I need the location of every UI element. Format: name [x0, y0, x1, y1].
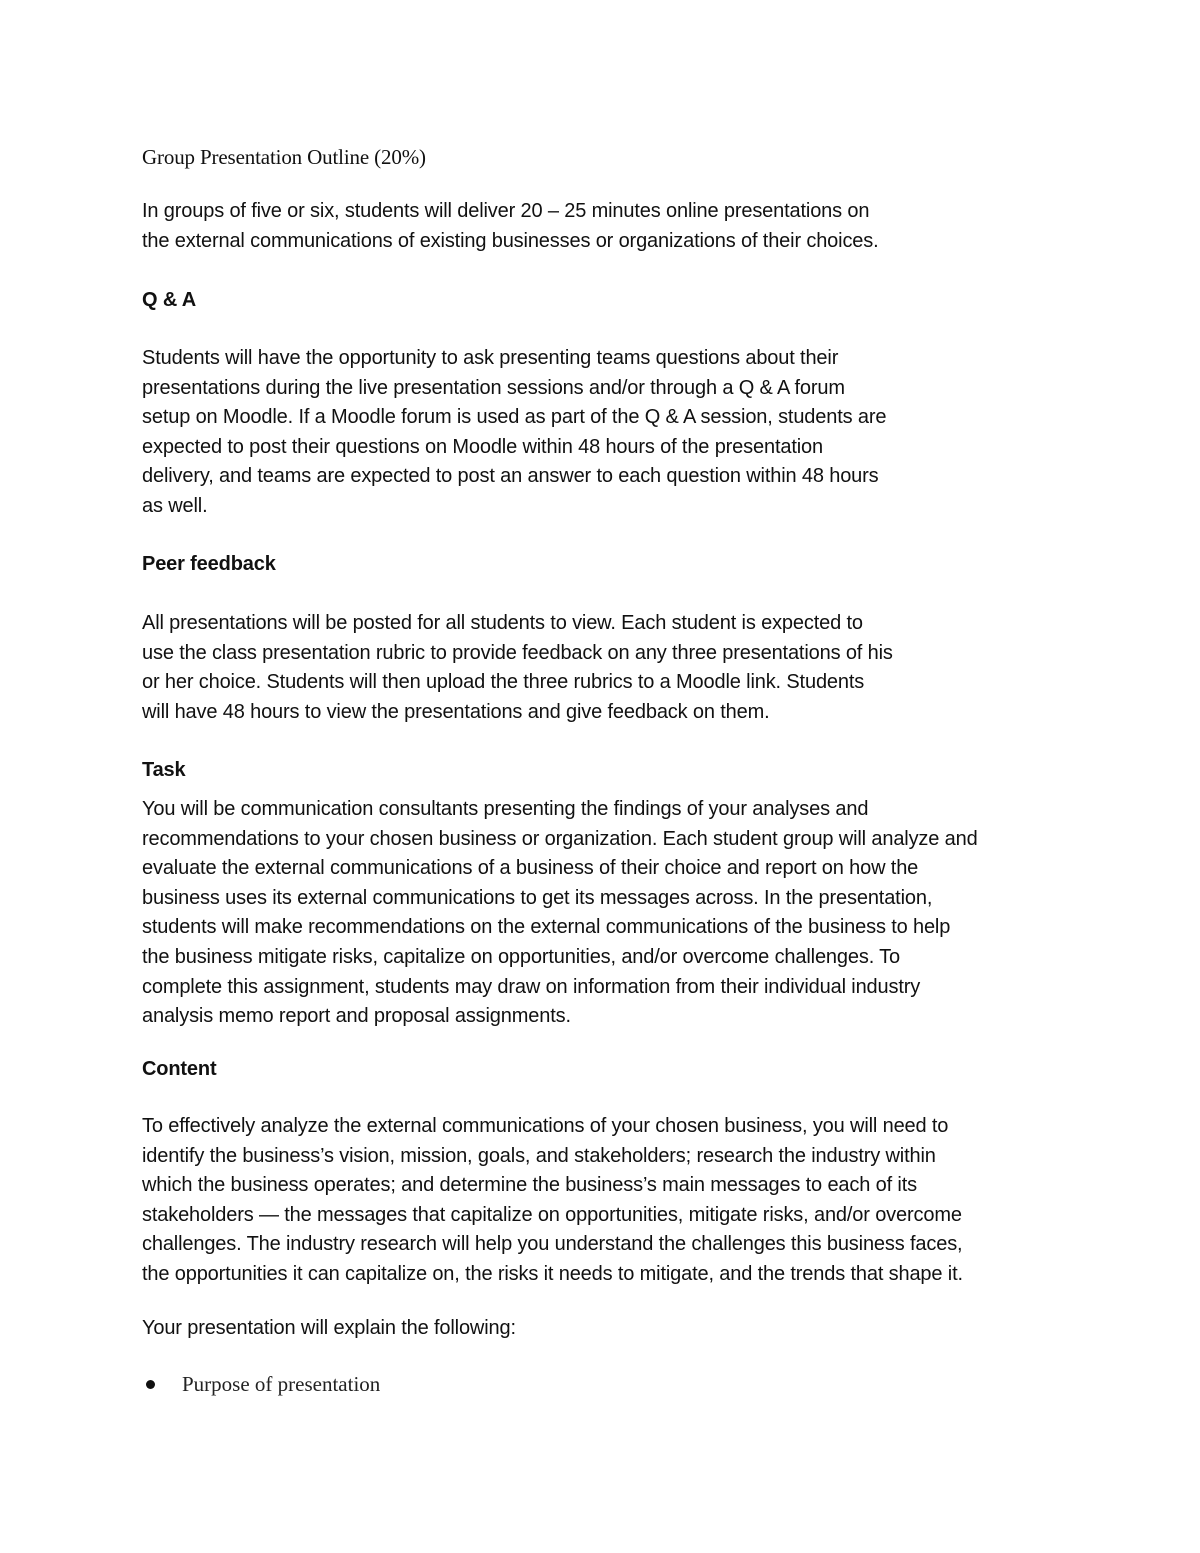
qa-line: presentations during the live presentation sessions and/or through a Q & A forum — [142, 376, 845, 399]
intro-paragraph — [142, 197, 879, 256]
task-line: students will make recommendations on the external communications of the business to help — [142, 916, 951, 939]
content-line: challenges. The industry research will help you understand the challenges this business faces, — [142, 1233, 963, 1256]
task-line: analysis memo report and proposal assignments. — [142, 1005, 571, 1028]
peer-feedback-line: use the class presentation rubric to provide feedback on any three presentations of his — [142, 641, 893, 664]
bullet-icon — [146, 1380, 155, 1389]
qa-paragraph — [142, 344, 886, 522]
content-line: which the business operates; and determine the business’s main messages to each of its — [142, 1174, 917, 1197]
content-line: To effectively analyze the external communications of your chosen business, you will need to — [142, 1115, 949, 1137]
task-line: the business mitigate risks, capitalize on opportunities, and/or overcome challenges. To — [142, 945, 900, 968]
explain-intro: Your presentation will explain the following: — [142, 1317, 516, 1339]
content-line: stakeholders — the messages that capitalize on opportunities, mitigate risks, and/or overcome — [142, 1203, 962, 1226]
content-heading: Content — [142, 1058, 217, 1080]
qa-line: expected to post their questions on Moodle within 48 hours of the presentation — [142, 435, 823, 458]
task-line: business uses its external communications to get its messages across. In the presentation, — [142, 886, 933, 909]
peer-feedback-line: will have 48 hours to view the presentations and give feedback on them. — [142, 700, 770, 723]
qa-line: as well. — [142, 494, 208, 517]
peer-feedback-heading: Peer feedback — [142, 553, 276, 575]
list-item-label: Purpose of presentation — [182, 1372, 381, 1396]
list-item — [142, 1370, 742, 1400]
qa-line: Students will have the opportunity to ask presenting teams questions about their — [142, 347, 839, 369]
task-line: recommendations to your chosen business or organization. Each student group will analyze and — [142, 827, 978, 850]
qa-heading: Q & A — [142, 289, 197, 311]
content-line: the opportunities it can capitalize on, the risks it needs to mitigate, and the trends that shape it. — [142, 1262, 963, 1285]
peer-feedback-paragraph — [142, 609, 893, 727]
peer-feedback-line: All presentations will be posted for all students to view. Each student is expected to — [142, 612, 863, 634]
qa-line: setup on Moodle. If a Moodle forum is used as part of the Q & A session, students are — [142, 406, 887, 429]
content-line: identify the business’s vision, mission, goals, and stakeholders; research the industry within — [142, 1144, 936, 1167]
document-title: Group Presentation Outline (20%) — [142, 145, 426, 169]
intro-line: the external communications of existing businesses or organizations of their choices. — [142, 229, 879, 252]
task-heading: Task — [142, 759, 186, 781]
content-paragraph — [142, 1112, 963, 1290]
task-line: complete this assignment, students may draw on information from their individual industry — [142, 975, 921, 998]
task-paragraph — [142, 795, 978, 1032]
peer-feedback-line: or her choice. Students will then upload the three rubrics to a Moodle link. Students — [142, 671, 865, 694]
intro-line: In groups of five or six, students will deliver 20 – 25 minutes online presentations on — [142, 200, 870, 222]
qa-line: delivery, and teams are expected to post an answer to each question within 48 hours — [142, 465, 879, 488]
task-line: You will be communication consultants presenting the findings of your analyses and — [142, 798, 869, 820]
task-line: evaluate the external communications of a business of their choice and report on how the — [142, 857, 919, 880]
